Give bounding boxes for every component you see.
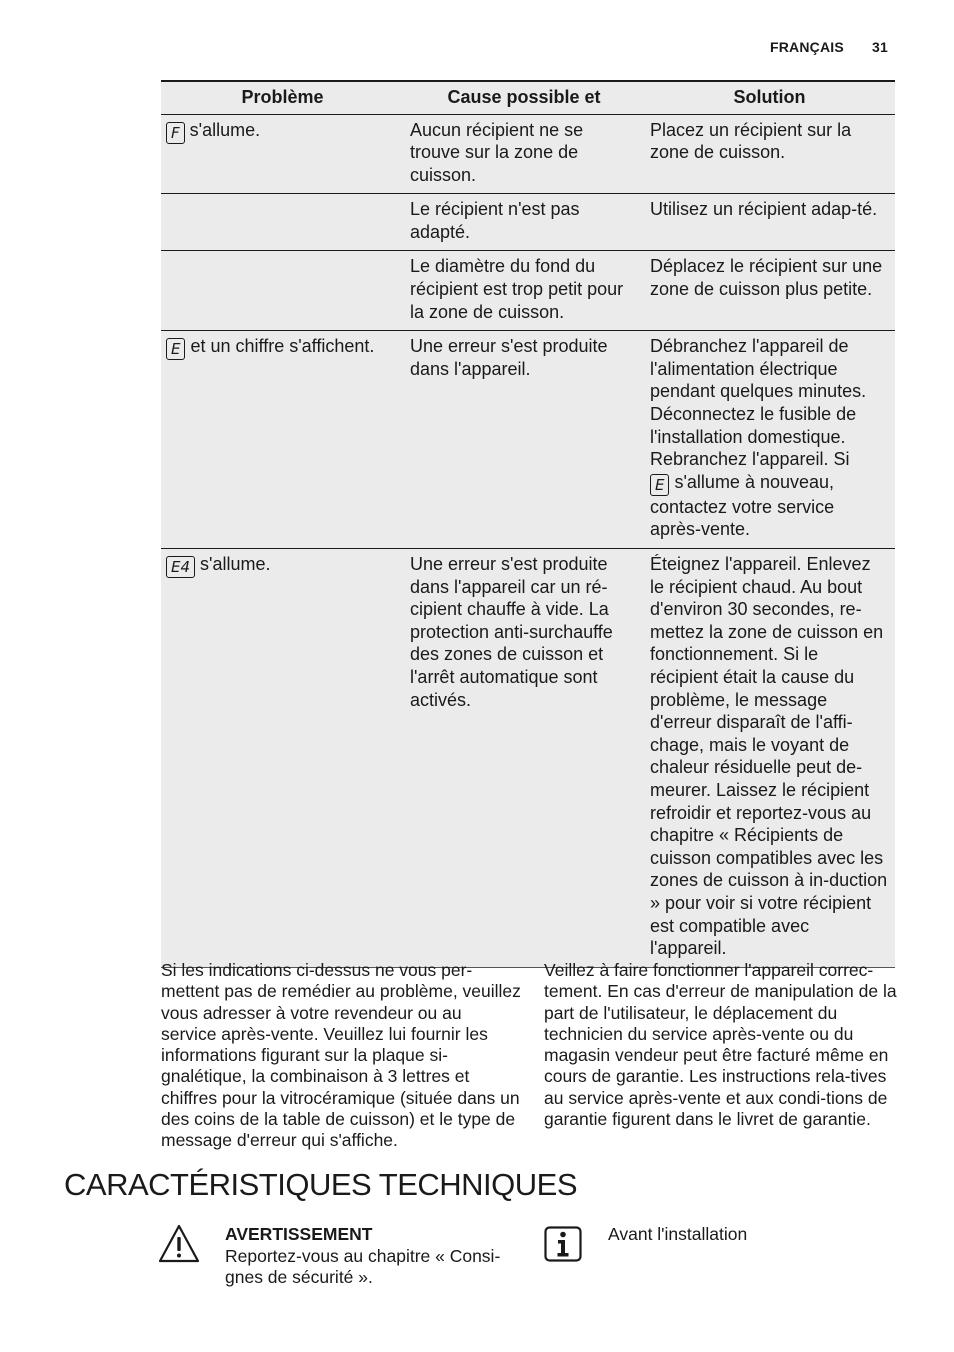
cause-cell: Le récipient n'est pas adapté. [404, 194, 644, 251]
solution-cell: Placez un récipient sur la zone de cuisson. [644, 114, 895, 194]
column-header-solution: Solution [644, 81, 895, 114]
running-header [770, 39, 888, 55]
page-number: 31 [872, 39, 888, 55]
display-code-e-icon: E [166, 338, 185, 360]
cause-cell: Une erreur s'est produite dans l'appareil car un ré-cipient chauffe à vide. La protection anti-surchauffe des zones de cuisson et l'arrêt automatique sont activés. [404, 549, 644, 968]
display-code-f-icon: F [166, 122, 185, 144]
column-header-cause: Cause possible et [404, 81, 644, 114]
problem-cell [161, 331, 404, 549]
troubleshooting-table [161, 80, 895, 968]
problem-text: et un chiffre s'affichent. [190, 336, 375, 357]
solution-cell [644, 331, 895, 549]
warning-title: AVERTISSEMENT [225, 1224, 373, 1244]
info-text: Avant l'installation [608, 1224, 748, 1244]
problem-cell [161, 549, 404, 968]
warning-block [225, 1224, 525, 1289]
warning-text: Reportez-vous au chapitre « Consi-gnes de sécurité ». [225, 1245, 501, 1287]
solution-text: Débranchez l'appareil de l'alimentation électrique pendant quelques minutes. Déconnectez le fusible de l'installation domestique. Rebranchez l'appareil. Si [650, 336, 867, 470]
warning-triangle-icon [158, 1224, 200, 1264]
section-title: CARACTÉRISTIQUES TECHNIQUES [64, 1167, 578, 1202]
table-row [161, 194, 895, 251]
display-code-e4-icon: E4 [166, 556, 195, 578]
cause-cell: Le diamètre du fond du récipient est trop petit pour la zone de cuisson. [404, 251, 644, 331]
table-row [161, 251, 895, 331]
solution-cell: Déplacez le récipient sur une zone de cuisson plus petite. [644, 251, 895, 331]
problem-text: s'allume. [189, 119, 261, 140]
table-row [161, 114, 895, 194]
info-icon [544, 1226, 582, 1262]
table-row [161, 549, 895, 968]
solution-text: s'allume à nouveau, contactez votre service après-vente. [650, 471, 835, 540]
table-header-row [161, 81, 895, 114]
cause-cell: Aucun récipient ne se trouve sur la zone de cuisson. [404, 114, 644, 194]
table-row [161, 331, 895, 549]
problem-text: s'allume. [200, 554, 271, 574]
cause-cell: Une erreur s'est produite dans l'appareil. [404, 331, 644, 549]
problem-cell [161, 194, 404, 251]
paragraph-contact-service: Si les indications ci-dessus ne vous per-mettent pas de remédier au problème, veuillez vous adresser à votre revendeur ou au service après-vente. Veuillez lui fournir les informations figurant sur la plaque si-gnalétique, la combinaison à 3 lettres et chiffres pour la vitrocéramique (située dans un des coins de la table de cuisson) et le type de message d'erreur qui s'affiche. [161, 960, 521, 1151]
problem-cell [161, 251, 404, 331]
problem-cell [161, 114, 404, 194]
paragraph-warranty: Veillez à faire fonctionner l'appareil correc-tement. En cas d'erreur de manipulation de la part de l'utilisateur, le déplacement du technicien du service après-vente ou du magasin vendeur peut être facturé même en cours de garantie. Les instructions rela-tives au service après-vente et aux condi-tions de garantie figurent dans le livret de garantie. [544, 960, 897, 1130]
display-code-e-icon: E [650, 474, 669, 496]
solution-cell: Utilisez un récipient adap-té. [644, 194, 895, 251]
solution-cell: Éteignez l'appareil. Enlevez le récipient chaud. Au bout d'environ 30 secondes, re-mettez la zone de cuisson en fonctionnement. Si le récipient était la cause du problème, le message d'erreur disparaît de l'affi-chage, mais le voyant de chaleur résiduelle peut de-meurer. Laissez le récipient refroidir et reportez-vous au chapitre « Récipients de cuisson compatibles avec les zones de cuisson à in-duction » pour voir si votre récipient est compatible avec l'appareil. [644, 549, 895, 968]
header-language: FRANÇAIS [769, 39, 844, 55]
column-header-problem: Problème [161, 81, 404, 114]
